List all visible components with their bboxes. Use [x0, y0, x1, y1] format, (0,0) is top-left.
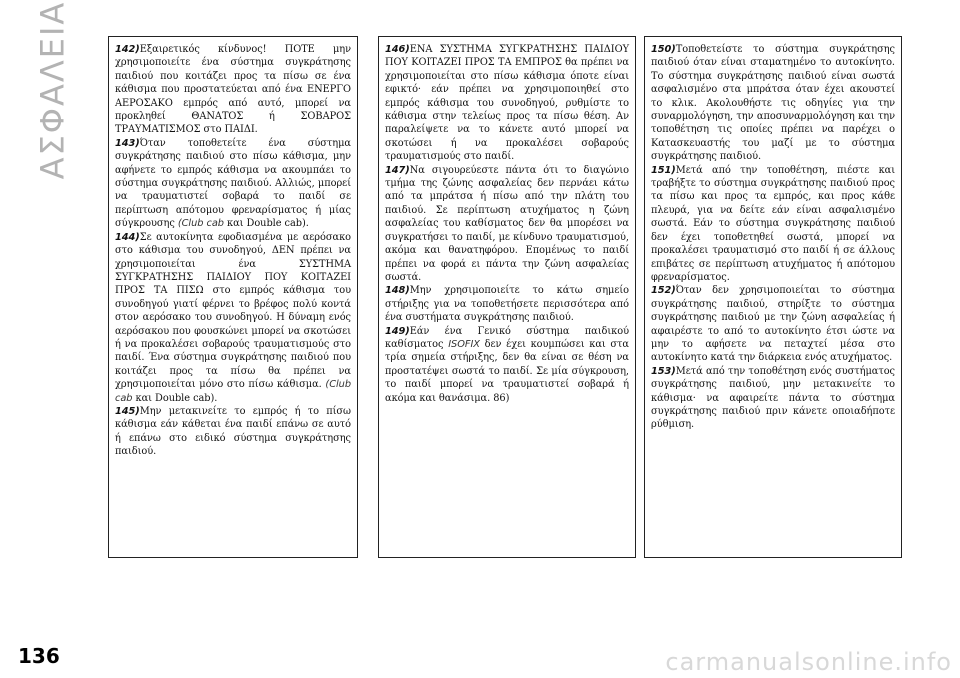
warning-paragraph-151: 151)Μετά από την τοποθέτηση, πιέστε και τραβήξτε το σύστημα συγκράτησης παιδιού προς τα πίσω και προς τα εμπρός, και προς κάθε πλευρά, για να δείτε εάν είναι ασφαλισμένο σωστά. Εάν το σύστημα συγκράτησης παιδιού δεν έχει τοποθετηθεί σωστά, μπορεί να προκαλέσει τραυματισμό στο παιδί ή σε άλλους επιβάτες σε περίπτωση ατυχήματος ή απότομου φρεναρίσματος.: [651, 164, 895, 283]
section-title: ΑΣΦΑΛΕΙΑ: [33, 0, 71, 180]
warning-paragraph-152: 152)Όταν δεν χρησιμοποιείται το σύστημα συγκράτησης παιδιού, στηρίξτε το σύστημα συγκράτησης παιδιού με την ζώνη ασφαλείας ή αφαιρέστε το από το αυτοκίνητο έτσι ώστε να μην το αφήσετε να πεταχτεί μέσα στο αυτοκίνητο κατά την διάρκεια ενός ατυχήματος.: [651, 285, 895, 364]
warning-paragraph-149: 149)Εάν ένα Γενικό σύστημα παιδικού καθίσματος ISOFIX δεν έχει κουμπώσει και στα τρία σημεία στήριξης, δεν θα είναι σε θέση να προστατέψει σωστά το παιδί. Σε μία σύγκρουση, το παιδί μπορεί να τραυματιστεί σοβαρά ή ακόμα και θανάσιμα. 86): [385, 325, 629, 404]
warning-box-middle: [378, 36, 636, 558]
warning-paragraph-146: 146)ΕΝΑ ΣΥΣΤΗΜΑ ΣΥΓΚΡΑΤΗΣΗΣ ΠΑΙΔΙΟΥ ΠΟΥ ΚΟΙΤΑΖΕΙ ΠΡΟΣ ΤΑ ΕΜΠΡΟΣ θα πρέπει να χρησιμοποιείται στο πίσω κάθισμα όποτε είναι εφικτό· εάν πρέπει να χρησιμοποιηθεί στο εμπρός κάθισμα του συνοδηγού, ρυθμίστε το κάθισμα στην τελείως προς τα πίσω θέση. Αν παραλείψετε να το κάνετε αυτό μπορεί να σκοτώσει ή να προκαλέσει σοβαρούς τραυματισμούς στο παιδί.: [385, 44, 629, 163]
warning-paragraph-150: 150)Τοποθετείστε το σύστημα συγκράτησης παιδιού όταν είναι σταματημένο το αυτοκίνητο. Το σύστημα συγκράτησης παιδιού είναι σωστά ασφαλισμένο στα μπράτσα όταν έχει ακουστεί το κλικ. Ακολουθήστε τις οδηγίες για την συναρμολόγηση, την αποσυναρμολόγηση και την τοποθέτηση τις οποίες πρέπει να παρέχει ο Κατασκευαστής του μαζί με το σύστημα συγκράτησης παιδιού.: [651, 44, 895, 163]
warning-paragraph-147: 147)Να σιγουρεύεστε πάντα ότι το διαγώνιο τμήμα της ζώνης ασφαλείας δεν περνάει κάτω από τα μπράτσα ή πίσω από την πλάτη του παιδιού. Σε περίπτωση ατυχήματος η ζώνη ασφαλείας του καθίσματος δεν θα μπορέσει να συγκρατήσει το παιδί, με κίνδυνο τραυματισμού, ακόμα και θανατηφόρου. Επομένως το παιδί πρέπει να φορά ει πάντα την ζώνη ασφαλείας σωστά.: [385, 164, 629, 283]
warning-paragraph-144: 144)Σε αυτοκίνητα εφοδιασμένα με αερόσακο στο κάθισμα του συνοδηγού, ΔΕΝ πρέπει να χρησιμοποιείται ένα ΣΥΣΤΗΜΑ ΣΥΓΚΡΑΤΗΣΗΣ ΠΑΙΔΙΟΥ ΠΟΥ ΚΟΙΤΑΖΕΙ ΠΡΟΣ ΤΑ ΠΙΣΩ στο εμπρός κάθισμα του συνοδηγού γιατί φέρνει το βρέφος πολύ κοντά στον αερόσακο του συνοδηγού. Η δύναμη ενός αερόσακου που φουσκώνει μπορεί να σκοτώσει ή να προκαλέσει σοβαρούς τραυματισμούς στο παιδί. Ένα σύστημα συγκράτησης παιδιού που κοιτάζει προς τα πίσω θα πρέπει να χρησιμοποιείται μόνο στο πίσω κάθισμα. (Club cab και Double cab).: [115, 231, 351, 404]
warning-paragraph-143: 143)Όταν τοποθετείτε ένα σύστημα συγκράτησης παιδιού στο πίσω κάθισμα, μην αφήνετε το εμπρός κάθισμα να ακουμπάει το σύστημα συγκράτησης παιδιού. Αλλιώς, μπορεί να τραυματιστεί σοβαρά το παιδί σε περίπτωση απότομου φρεναρίσματος ή μίας σύγκρουσης (Club cab και Double cab).: [115, 137, 351, 230]
section-side-tab: [22, 0, 82, 180]
warning-paragraph-145: 145)Μην μετακινείτε το εμπρός ή το πίσω κάθισμα εάν κάθεται ένα παιδί επάνω σε αυτό ή επάνω στο ειδικό σύστημα συγκράτησης παιδιού.: [115, 405, 351, 458]
warning-paragraph-142: 142)Εξαιρετικός κίνδυνος! ΠΟΤΕ μην χρησιμοποιείτε ένα σύστημα συγκράτησης παιδιού που κοιτάζει προς τα πίσω σε ένα κάθισμα που προστατεύεται από ένα ΕΝΕΡΓΟ ΑΕΡΟΣΑΚΟ εμπρός από αυτό, μπορεί να προκληθεί ΘΑΝΑΤΟΣ ή ΣΟΒΑΡΟΣ ΤΡΑΥΜΑΤΙΣΜΟΣ στο ΠΑΙΔΙ.: [115, 44, 351, 136]
watermark: carmanualsonline.info: [665, 648, 952, 676]
warning-paragraph-153: 153)Μετά από την τοποθέτηση ενός συστήματος συγκράτησης παιδιού, μην μετακινείτε το κάθισμα· να αφαιρείτε πάντα το σύστημα συγκράτησης παιδιού πριν κάνετε οποιαδήποτε ρύθμιση.: [651, 365, 895, 431]
page-number: 136: [18, 644, 60, 668]
warning-box-left: [108, 36, 358, 558]
warning-box-right: [644, 36, 902, 558]
warning-paragraph-148: 148)Μην χρησιμοποιείτε το κάτω σημείο στήριξης για να τοποθετήσετε περισσότερα από ένα συστήματα συγκράτησης παιδιού.: [385, 285, 629, 324]
